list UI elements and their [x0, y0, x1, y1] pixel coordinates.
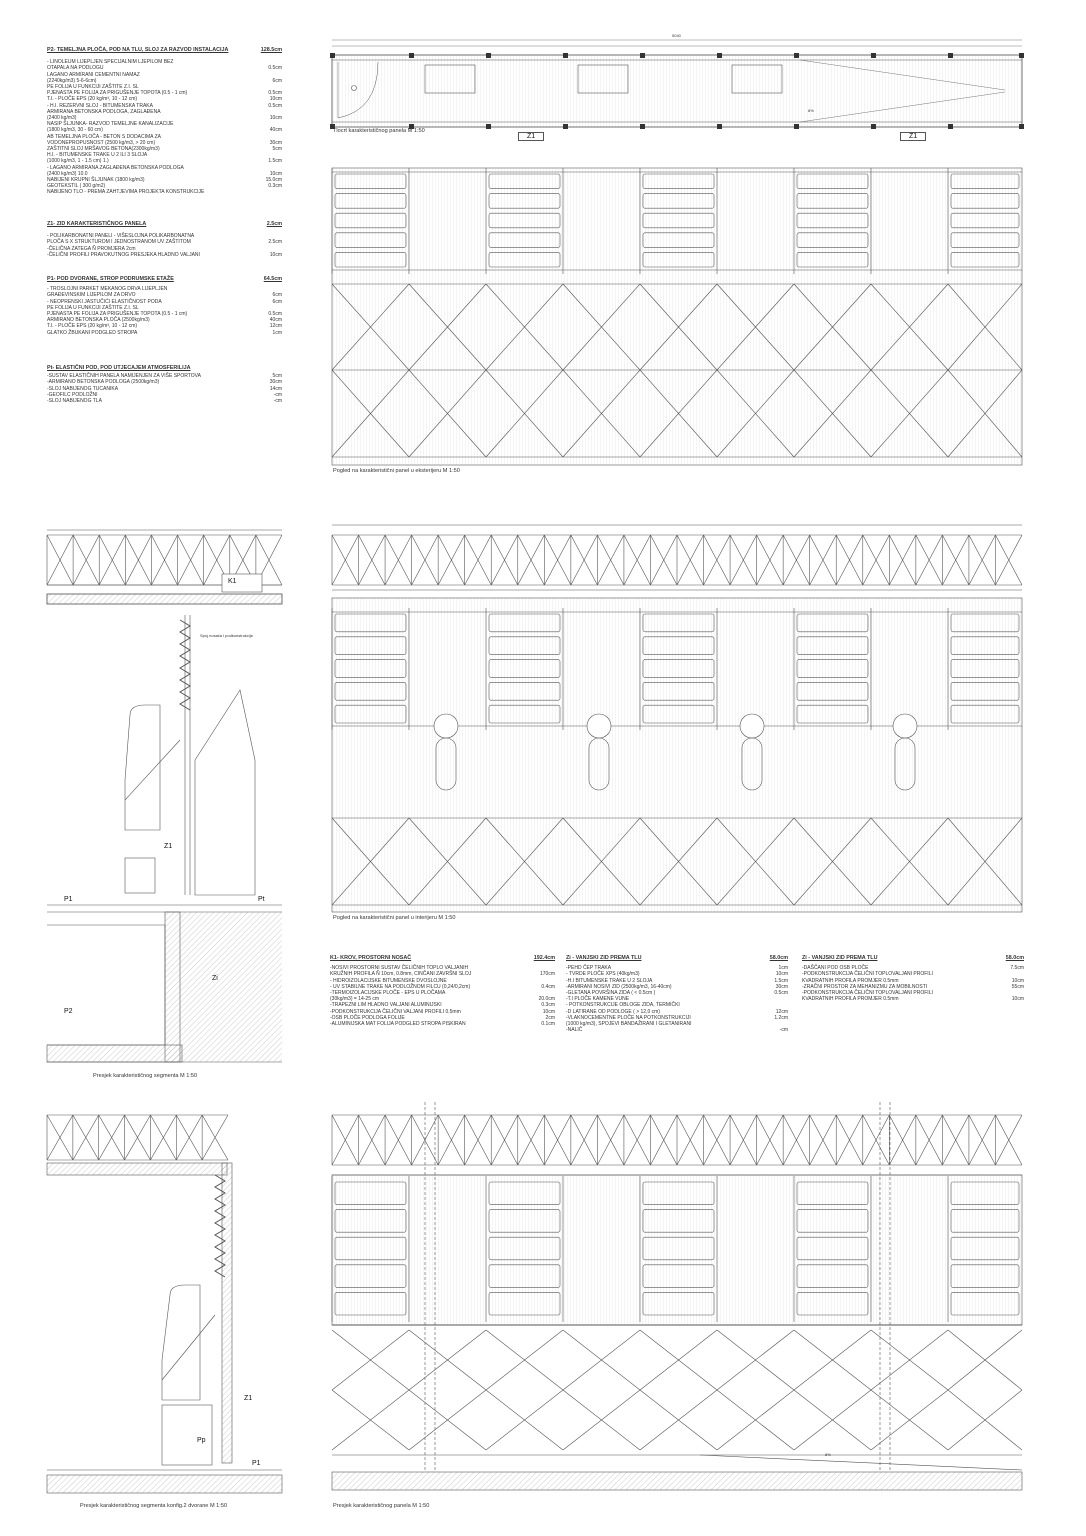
- spec-row: (30kg/m3) = 14-25 cm 20.0cm: [330, 996, 555, 1003]
- spec-row: LAGANO ARMIRANI CEMENTNI NAMAZ: [47, 71, 140, 78]
- spec-row: PJENASTA PE FOLIJA ZA PRIGUŠENJE TOPOTA (0.5 - 1 cm) 0.5cm: [47, 90, 282, 97]
- spec-row: -GLETANA POVRŠINA ZIDA ( < 0.5cm ) 0.5cm: [566, 990, 788, 997]
- spec-row: PJENASTA PE FOLIJA ZA PRIGUŠENJE TOPOTA (0.5 - 1 cm) 0.5cm: [47, 311, 282, 318]
- top-dimension: 5040: [672, 33, 681, 38]
- label-z1-section2: Z1: [244, 1395, 253, 1402]
- spec-row: -T.I PLOČE KAMENE VUNE: [566, 996, 630, 1003]
- label-p2: P2: [64, 1008, 73, 1015]
- spec-row: ARMIRANA BETONSKA PODLOGA, ZAGLAĐENA: [47, 108, 161, 115]
- spec-row: AB TEMELJNA PLOČA - BETON S DODACIMA ZA: [47, 133, 162, 140]
- spec-row: -ČELIČNI PROFILI PRAVOKUTNOG PRESJEKA HLADNO VALJANI 10cm: [47, 251, 282, 258]
- spec-row: GLATKO ŽBUKANI PODGLED STROPA 1cm: [47, 329, 282, 336]
- section-segment: [47, 530, 282, 1062]
- spec-row: -OSB PLOČE PODLOGA FOLIJE 2cm: [330, 1014, 555, 1021]
- spec-row: -PODKONSTRUKCIJA ČELIČNI VALJANI PROFILI 0.5mm 10cm: [330, 1008, 555, 1015]
- spec-row: -TRAPEZNI LIM HLADNO VALJANI ALUMINIJSKI 0.3cm: [330, 1002, 555, 1009]
- spec-row: T.I. - PLOČE EPS (20 kg/m³, 10 - 12 cm) 12cm: [47, 323, 282, 330]
- spec-row: - LINOLEUM LIJEPLJEN SPECIJALNIM LJEPILOM BEZ: [47, 59, 174, 66]
- spec-row: -SUSTAV ELASTIČNIH PANELA NAMIJENJEN ZA VIŠE SPORTOVA 5cm: [47, 373, 282, 380]
- spec-row: (2400 kg/m3) 10cm: [47, 115, 282, 122]
- spec-row: OTAPALA NA PODLOGU 0.5cm: [47, 65, 282, 72]
- spec-row: (1000 kg/m3, 1 - 1.5 cm) 1.) 1.5cm: [47, 158, 282, 165]
- spec-row: -D LATIRANE OD PODLOGE ( > 12,0 cm) 12cm: [566, 1008, 788, 1015]
- spec-row: KVADRATNIH PROFILA PROMJER 0.5mm 10cm: [802, 977, 1024, 984]
- spec-p2-header: P2- TEMELJNA PLOČA, POD NA TLU, SLOJ ZA RAZVOD INSTALACIJA 128.5cm: [47, 47, 282, 53]
- section-panel: [332, 1102, 1022, 1490]
- spec-row: - UV STABILNE TRAKE NA PODLOŽNOM FILCU (0,24/0,2cm) 0.4cm: [330, 983, 555, 990]
- spec-row: - POLIKARBONATNI PANELI - VIŠESLOJNA POLIKARBONATNA: [47, 233, 195, 240]
- label-z1-plan-left: Z1: [518, 132, 544, 141]
- label-pt: Pt: [258, 896, 265, 903]
- spec-row: NASIP ŠLJUNKA- RAZVOD TEMELJNE KANALIZACIJE: [47, 121, 174, 128]
- spec-zi2-header: Zi - VANJSKI ZID PREMA TLU 58.0cm: [802, 955, 1024, 961]
- label-z1-plan-right: Z1: [900, 132, 926, 141]
- spec-row: GRAĐEVINSKIM LIJEPILOM ZA DRVO 6cm: [47, 292, 282, 299]
- label-zi: Zi: [212, 975, 218, 982]
- spec-row: -GEOFILC PODLOŽNI -cm: [47, 391, 282, 398]
- spec-row: -PODKONSTRUKCIJA ČELIČNI TOPLOVALJANI PROFILI: [802, 971, 933, 978]
- spec-row: NABIJENO TLO - PREMA ZAHTJEVIMA PROJEKTA KONSTRUKCIJE: [47, 189, 205, 196]
- spec-row: KVADRATNIH PROFILA PROMJER 0.5mm 10cm: [802, 996, 1024, 1003]
- spec-row: - H.I. REZERVNI SLOJ - BITUMENSKA TRAKA 0.5cm: [47, 102, 282, 109]
- caption-exterior: Pogled na karakteristični panel u eksterijeru M 1:50: [333, 468, 460, 474]
- spec-row: KRUŽNIH PROFILA Ñ 10cm, 0.8mm, CINČANI ZAVRŠNI SLOJ 170cm: [330, 971, 555, 978]
- label-p1: P1: [64, 896, 73, 903]
- spec-row: NABIJENI KRUPNI ŠLJUNAK (1800 kg/m3) 15.0cm: [47, 177, 282, 184]
- caption-interior: Pogled na karakteristični panel u interijeru M 1:50: [333, 915, 456, 921]
- spec-row: -NALIČ -cm: [566, 1027, 788, 1034]
- slope-plan: 8%: [808, 108, 814, 113]
- spec-row: -VLAKNOCEMENTNE PLOČE NA POTKONSTRUKCIJI 1.2cm: [566, 1014, 788, 1021]
- spec-row: H.I. - BITUMENSKE TRAKE U 2 ILI 3 SLOJA: [47, 152, 148, 159]
- exterior-elevation: [332, 168, 1022, 465]
- label-pp: Pp: [197, 1437, 206, 1444]
- spec-row: -SLOJ NABIJENOG TLA -cm: [47, 398, 282, 405]
- caption-section-segment-2: Presjek karakterističnog segmenta konfig.2 dvorane M 1:50: [80, 1503, 228, 1509]
- spec-row: VODONEPROPUSNOST (2500 kg/m3, > 20 cm) 30cm: [47, 139, 282, 146]
- spec-row: PE FOLIJA U FUNKCIJI ZAŠTITE Z.I. SL: [47, 304, 139, 311]
- label-p1-section2: P1: [252, 1460, 261, 1467]
- spec-row: -ARMIRANI NOSIVI ZID (2500kg/m3, 16-40cm) 30cm: [566, 983, 788, 990]
- spec-row: -SLOJ NABIJENOG TUCANIKA 14cm: [47, 385, 282, 392]
- spec-row: PE FOLIJA U FUNKCIJI ZAŠTITE Z.I. SL: [47, 84, 139, 91]
- spec-z1-header: Z1- ZID KARAKTERISTIČNOG PANELA 2.5cm: [47, 221, 282, 227]
- spec-row: -NOSIVI PROSTORNI SUSTAV ČELIČNIH TOPLO VALJANIH: [330, 965, 469, 972]
- spec-row: GEOTEKSTIL ( 300 g/m2) 0.3cm: [47, 183, 282, 190]
- slope-section: 8%: [825, 1452, 831, 1457]
- spec-row: -DAŠČANI POD OSB PLOČE 7.5cm: [802, 965, 1024, 972]
- spec-row: -PODKONSTRUKCIJA ČELIČNI TOPLOVALJANI PROFILI: [802, 990, 933, 997]
- interior-elevation: [332, 525, 1022, 912]
- spec-row: (1800 kg/m3, 30 - 60 cm) 40cm: [47, 127, 282, 134]
- spec-row: ZAŠTITNI SLOJ MRŠAVOG BETONA(2300kg/m3) 5cm: [47, 146, 282, 153]
- spec-row: - LAGANO ARMIRANA ZAGLAĐENA BETONSKA PODLOGA: [47, 164, 184, 171]
- section-segment-config2: [47, 1115, 282, 1493]
- spec-k1-header: K1- KROV, PROSTORNI NOSAČ 192.4cm: [330, 955, 555, 961]
- caption-section-segment: Presjek karakterističnog segmenta M 1:50: [93, 1073, 198, 1079]
- note-connection: Spoj nosača i podkonstrukcije: [200, 633, 253, 638]
- spec-pt-header: Pt- ELASTIČNI POD, POD UTJECAJEM ATMOSFERILIJA: [47, 365, 191, 371]
- spec-row: - TROSLOJNI PARKET MEKANOG DRVA LIJEPLJEN: [47, 286, 168, 293]
- spec-row: -ZRAČNI PROSTOR ZA MEHANIZMU ZA MOBILNOSTI 55cm: [802, 983, 1024, 990]
- caption-plan: Tlocrt karakterističnog panela M 1:50: [333, 128, 425, 134]
- spec-row: -H.I BITUMENSKE TRAKE U 2 SLOJA 1.5cm: [566, 977, 788, 984]
- label-z1-section: Z1: [164, 843, 173, 850]
- label-k1: K1: [228, 578, 237, 585]
- spec-row: - TVRDE PLOČE XPS (40kg/m3) 10cm: [566, 971, 788, 978]
- spec-row: -ARMIRANO BETONSKA PODLOGA (2500kg/m3) 30cm: [47, 379, 282, 386]
- spec-row: -TERMOIZOLACIJSKE PLOČE - EPS U PLOČAMA: [330, 990, 446, 997]
- spec-p1-header: P1- POD DVORANE, STROP PODRUMSKE ETAŽE 64.5cm: [47, 276, 282, 282]
- spec-row: ARMIRANO BETONSKA PLOČA (2500kg/m3) 40cm: [47, 317, 282, 324]
- spec-row: -ČELIČNA ZATEGA Ñ PROMJERA 2cm: [47, 245, 136, 252]
- spec-row: T.I. - PLOČE EPS (20 kg/m³, 10 - 12 cm) 10cm: [47, 96, 282, 103]
- plan-drawing: [330, 40, 1024, 129]
- spec-row: -ALUMINIJSKA MAT FOLIJA PODGLED STROPA PISKIRAN 0.1cm: [330, 1021, 555, 1028]
- spec-row: - NEOPRENSKI JASTUČIĆI ELASTIČNOST PODA 6cm: [47, 298, 282, 305]
- spec-zi-header: Zi - VANJSKI ZID PREMA TLU 58.0cm: [566, 955, 788, 961]
- spec-row: (2240kg/m3) 5-6-6cm) 6cm: [47, 77, 282, 84]
- caption-section-panel: Presjek karakterističnog panela M 1:50: [333, 1503, 430, 1509]
- spec-row: PLOČA S X STRUKTUROM I JEDNOSTRANOM UV ZAŠTITOM 2.5cm: [47, 239, 282, 246]
- spec-row: -PEHD ČEP TRAKA 1cm: [566, 965, 788, 972]
- spec-row: - HIDROIZOLACIJSKE BITUMENSKE DVOSLOJNE: [330, 977, 447, 984]
- spec-row: (1000 kg/m3), SPOJEVI BANDAŽIRANI I GLETANIRANI: [566, 1021, 692, 1028]
- spec-row: - POTKONSTRUKCIJE OBLOGE ZIDA, TERMIČKI: [566, 1002, 680, 1009]
- spec-row: (2400 kg/m3) 10.0 10cm: [47, 170, 282, 177]
